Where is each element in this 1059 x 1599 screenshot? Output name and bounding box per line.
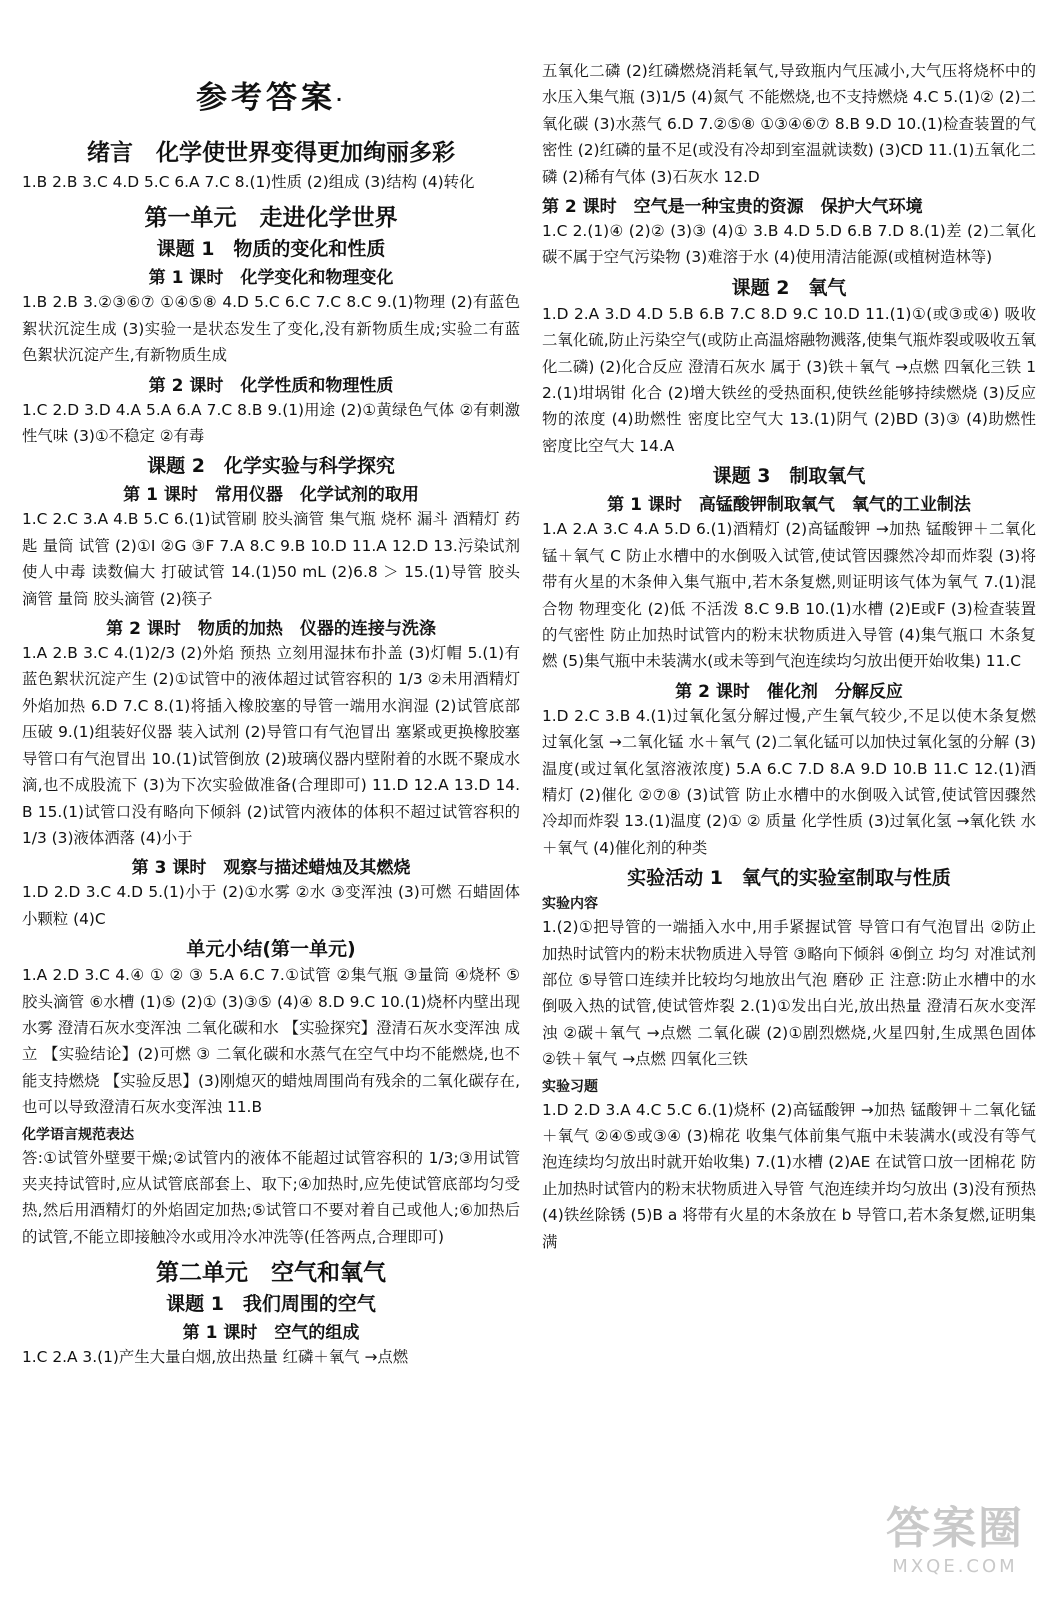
answer-paragraph: 1.D 2.C 3.B 4.(1)过氧化氢分解过慢,产生氧气较少,不足以使木条复燃 过氧化氢 →二氧化锰 水＋氧气 (2)二氧化锰可以加快过氧化氢的分解 (3)温度(或过氧化氢溶液浓度) 5.A 6.C 7.D 8.A 9.D 10.B 11.C 12.(1)酒精灯 (2)催化 ②⑦⑧ (3)试管 防止水槽中的水倒吸入试管,使试管因骤然冷却而炸裂 13.(1)温度 (2)① ② 质量 化学性质 (3)过氧化氢 →氧化铁 水＋氧气 (4)催化剂的种类 (542, 706, 1036, 857)
lesson-heading: 第 1 课时 高锰酸钾制取氧气 氧气的工业制法 (607, 495, 971, 516)
answer-paragraph: 五氧化二磷 (2)红磷燃烧消耗氧气,导致瓶内气压减小,大气压将烧杯中的水压入集气瓶 (3)1/5 (4)氮气 不能燃烧,也不支持燃烧 4.C 5.(1)② (2)二氧化碳 (3)水蒸气 6.D 7.②⑤⑧ ①③④⑥⑦ 8.B 9.D 10.(1)检查装置的气密性 (2)红磷的量不足(或没有冷却到室温就读数) (3)CD 11.(1)五氧化二磷 (2)稀有气体 (3)石灰水 12.D (542, 62, 1036, 186)
answer-paragraph: 1.C 2.(1)④ (2)② (3)③ (4)① 3.B 4.D 5.D 6.B 7.D 8.(1)差 (2)二氧化碳不属于空气污染物 (3)难溶于水 (4)使用清洁能源(或植树造林等) (542, 222, 1036, 267)
answer-paragraph: 1.C 2.C 3.A 4.B 5.C 6.(1)试管刷 胶头滴管 集气瓶 烧杯 漏斗 酒精灯 药匙 量筒 试管 (2)①I ②G ③F 7.A 8.C 9.B 10.D 11.A 12.D 13.污染试剂 使人中毒 读数偏大 打破试管 14.(1)50 mL (2)6.8 ＞ 15.(1)导管 胶头滴管 量筒 胶头滴管 (2)筷子 (22, 510, 520, 608)
topic-heading: 课题 3 制取氧气 (712, 465, 866, 488)
title-dot: · (335, 90, 347, 109)
lesson-heading: 第 1 课时 常用仪器 化学试剂的取用 (123, 485, 419, 506)
answer-paragraph: 1.B 2.B 3.②③⑥⑦ ①④⑤⑧ 4.D 5.C 6.C 7.C 8.C 9.(1)物理 (2)有蓝色絮状沉淀生成 (3)实验一是状态发生了变化,没有新物质生成;实验二有蓝色絮状沉淀产生,有新物质生成 (22, 293, 520, 365)
subsection-label: 实验习题 (542, 1078, 598, 1095)
lesson-heading: 第 2 课时 物质的加热 仪器的连接与洗涤 (106, 619, 436, 640)
lesson-heading: 第 2 课时 空气是一种宝贵的资源 保护大气环境 (542, 197, 923, 218)
answer-paragraph: 答:①试管外壁要干燥;②试管内的液体不能超过试管容积的 1/3;③用试管夹夹持试管时,应从试管底部套上、取下;④加热时,应先使试管底部均匀受热,然后用酒精灯的外焰固定加热;⑤试管口不要对着自己或他人;⑥加热后的试管,不能立即接触冷水或用冷水冲洗等(任答两点,合理即可) (22, 1148, 520, 1246)
answer-paragraph: 1.A 2.A 3.C 4.A 5.D 6.(1)酒精灯 (2)高锰酸钾 →加热 锰酸钾＋二氧化锰＋氧气 C 防止水槽中的水倒吸入试管,使试管因骤然冷却而炸裂 (3)将带有火星的木条伸入集气瓶中,若木条复燃,则证明该气体为氧气 7.(1)混合物 物理变化 (2)低 不活泼 8.C 9.B 10.(1)水槽 (2)E或F (3)检查装置的气密性 防止加热时试管内的粉末状物质进入导管 (4)集气瓶口 木条复燃 (5)集气瓶中未装满水(或未等到气泡连续均匀放出便开始收集) 11.C (542, 520, 1036, 671)
lesson-heading: 第 2 课时 化学性质和物理性质 (148, 375, 394, 396)
right-column (542, 58, 1036, 1255)
unit-heading: 第二单元 空气和氧气 (156, 1260, 386, 1287)
answer-paragraph: 1.D 2.D 3.C 4.D 5.(1)小于 (2)①水雾 ②水 ③变浑浊 (3)可燃 石蜡固体小颗粒 (4)C (22, 883, 520, 928)
answer-paragraph: 1.C 2.A 3.(1)产生大量白烟,放出热量 红磷＋氧气 →点燃 (22, 1348, 409, 1367)
subsection-label: 化学语言规范表达 (22, 1126, 134, 1143)
page-title: 参考答案· (195, 80, 347, 116)
lesson-heading: 第 1 课时 化学变化和物理变化 (148, 268, 394, 289)
topic-heading: 课题 1 物质的变化和性质 (156, 238, 386, 261)
topic-heading: 课题 1 我们周围的空气 (166, 1293, 376, 1316)
answer-paragraph: 1.C 2.D 3.D 4.A 5.A 6.A 7.C 8.B 9.(1)用途 (2)①黄绿色气体 ②有刺激性气味 (3)①不稳定 ②有毒 (22, 400, 520, 446)
unit-heading: 第一单元 走进化学世界 (144, 205, 398, 232)
answer-paragraph: 1.D 2.A 3.D 4.D 5.B 6.B 7.C 8.D 9.C 10.D 11.(1)①(或③或④) 吸收二氧化硫,防止污染空气(或防止高温熔融物溅落,使集气瓶炸裂或吸收五氧化二磷) (2)化合反应 澄清石灰水 属于 (3)铁＋氧气 →点燃 四氧化三铁 12.(1)坩埚钳 化合 (2)增大铁丝的受热面积,使铁丝能够持续燃烧 (3)反应物的浓度 (4)助燃性 密度比空气大 13.(1)阴气 (2)BD (3)③ (4)助燃性 密度比空气大 14.A (542, 304, 1036, 455)
lesson-heading: 第 3 课时 观察与描述蜡烛及其燃烧 (131, 858, 411, 879)
topic-heading: 课题 2 氧气 (731, 276, 847, 299)
lesson-heading: 第 1 课时 空气的组成 (182, 1323, 360, 1344)
answer-paragraph: 1.A 2.B 3.C 4.(1)2/3 (2)外焰 预热 立刻用湿抹布扑盖 (3)灯帽 5.(1)有蓝色絮状沉淀产生 (2)①试管中的液体超过试管容积的 1/3 ②未用酒精灯外焰加热 6.D 7.C 8.(1)将插入橡胶塞的导管一端用水润湿 (2)试管底部压破 9.(1)组装好仪器 装入试剂 (2)导管口有气泡冒出 塞紧或更换橡胶塞 导管口有气泡冒出 10.(1)试管倒放 (2)玻璃仪器内壁附着的水既不聚成水滴,也不成股流下 (3)为下次实验做准备(合理即可) 11.D 12.A 13.D 14.B 15.(1)试管口没有略向下倾斜 (2)试管内液体的体积不超过试管容积的 1/3 (3)液体洒落 (4)小于 (22, 644, 520, 847)
answer-paragraph: 1.A 2.D 3.C 4.④ ① ② ③ 5.A 6.C 7.①试管 ②集气瓶 ③量筒 ④烧杯 ⑤胶头滴管 ⑥水槽 (1)⑤ (2)① (3)③⑤ (4)④ 8.D 9.C 10.(1)烧杯内壁出现水雾 澄清石灰水变浑浊 二氧化碳和水 【实验探究】澄清石灰水变浑浊 成立 【实验结论】(2)可燃 ③ 二氧化碳和水蒸气在空气中均不能燃烧,也不能支持燃烧 【实验反思】(3)刚熄灭的蜡烛周围尚有残余的二氧化碳存在,也可以导致澄清石灰水变浑浊 11.B (22, 966, 520, 1117)
answer-paragraph: 1.(2)①把导管的一端插入水中,用手紧握试管 导管口有气泡冒出 ②防止加热时试管内的粉末状物质进入导管 ③略向下倾斜 ④倒立 均匀 对准试剂部位 ⑤导管口连续并比较均匀地放出气泡 磨砂 正 注意:防止水槽中的水倒吸入热的试管,使试管炸裂 2.(1)①发出白光,放出热量 澄清石灰水变浑浊 ②碳＋氧气 →点燃 二氧化碳 (2)①剧烈燃烧,火星四射,生成黑色固体 ②铁＋氧气 →点燃 四氧化三铁 (542, 918, 1036, 1069)
left-column (22, 58, 520, 1371)
intro-heading: 绪言 化学使世界变得更加绚丽多彩 (87, 140, 455, 166)
topic-heading: 单元小结(第一单元) (186, 938, 356, 961)
answer-paragraph: 1.D 2.D 3.A 4.C 5.C 6.(1)烧杯 (2)高锰酸钾 →加热 锰酸钾＋二氧化锰＋氧气 ②④⑤或③④ (3)棉花 收集气体前集气瓶中未装满水(或没有等气泡连续均匀放出时就开始收集) 7.(1)水槽 (2)AE 在试管口放一团棉花 防止加热时试管内的粉末状物质进入导管 气泡连续并均匀放出 (3)没有预热 (4)铁丝除锈 (5)B a 将带有火星的木条放在 b 导管口,若木条复燃,证明集满 (542, 1100, 1036, 1251)
answer-paragraph: 1.B 2.B 3.C 4.D 5.C 6.A 7.C 8.(1)性质 (2)组成 (3)结构 (4)转化 (22, 173, 475, 191)
lesson-heading: 第 2 课时 催化剂 分解反应 (675, 681, 903, 702)
topic-heading: 实验活动 1 氧气的实验室制取与性质 (627, 867, 951, 890)
subsection-label: 实验内容 (542, 896, 598, 913)
topic-heading: 课题 2 化学实验与科学探究 (147, 455, 395, 478)
watermark-logo: 答案圈 MXQE.COM (886, 1503, 1024, 1577)
